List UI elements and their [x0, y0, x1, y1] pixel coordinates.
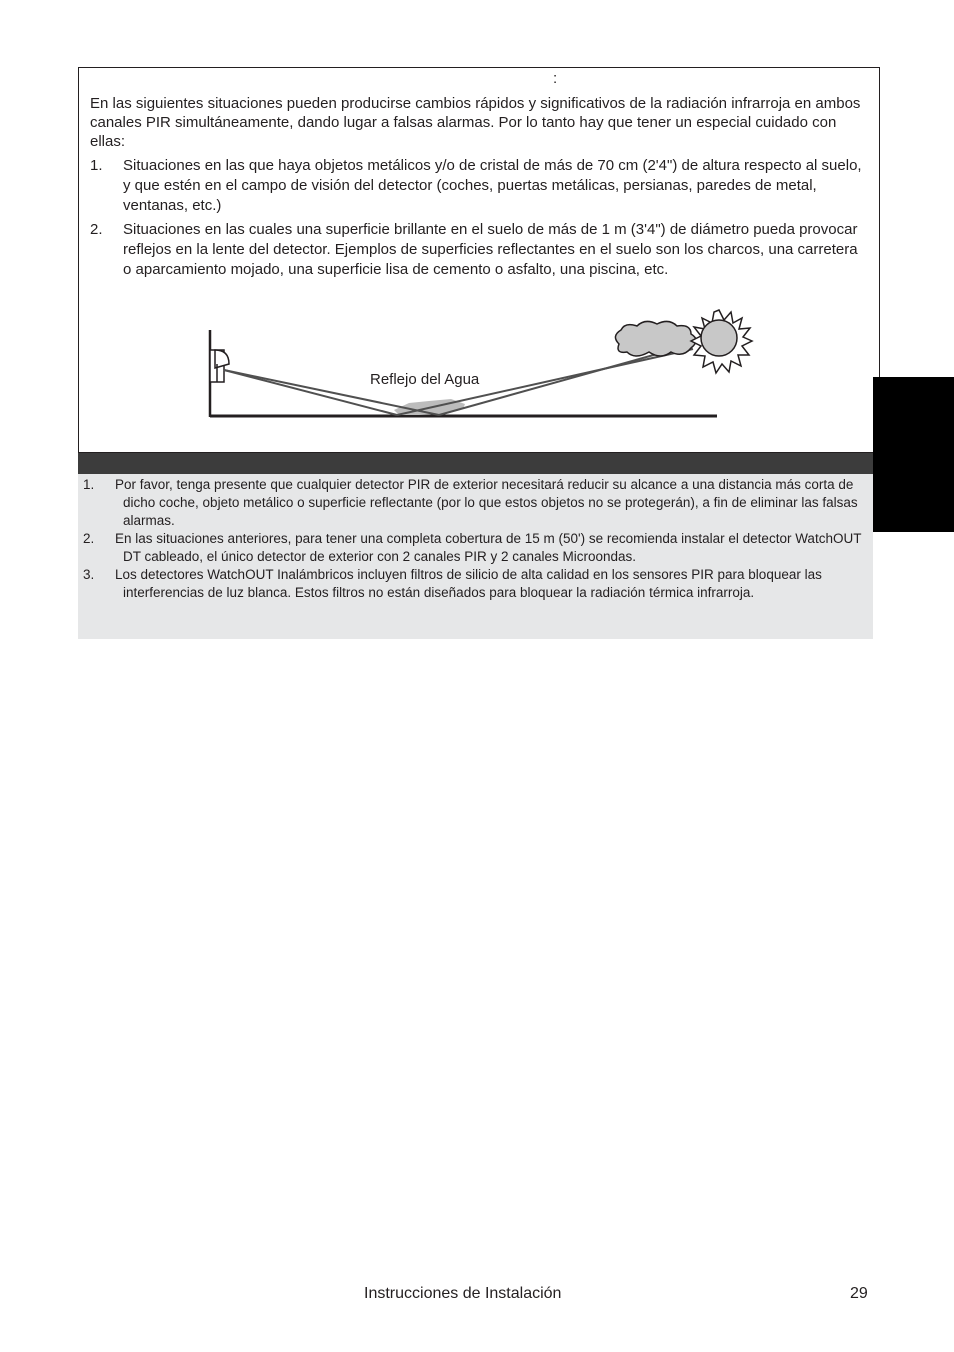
note-item [83, 530, 865, 566]
reflection-diagram [79, 68, 879, 452]
page-number: 29 [850, 1285, 868, 1302]
list-item-number: 1. [90, 157, 103, 174]
warning-intro: En las siguientes situaciones pueden producirse cambios rápidos y significativos de la radiación infrarroja en ambos canales PIR simultáneamente, dando lugar a falsas alarmas. Por lo tanto hay que tener un especial cuidado con ellas: [90, 95, 861, 150]
list-item-number: 2. [90, 221, 103, 238]
list-item-text: Situaciones en las que haya objetos metálicos y/o de cristal de más de 70 cm (2'4") de altura respecto al suelo, y que estén en el campo de visión del detector (coches, puertas metálicas, persianas, paredes de metal, ventanas, etc.) [123, 157, 862, 214]
note-text: En las situaciones anteriores, para tener una completa cobertura de 15 m (50') se recomienda instalar el detector WatchOUT DT cableado, el único detector de exterior con 2 canales PIR y 2 canales Microondas. [115, 531, 862, 564]
detector-icon [210, 350, 229, 382]
diagram-label: Reflejo del Agua [370, 371, 480, 388]
note-item [83, 476, 865, 530]
footer-title: Instrucciones de Instalación [364, 1285, 562, 1302]
note-text: Los detectores WatchOUT Inalámbricos incluyen filtros de silicio de alta calidad en los sensores PIR para bloquear las interferencias de luz blanca. Estos filtros no están diseñados para bloquear la radiación térmica infrarroja. [115, 567, 822, 600]
box-heading-colon: : [553, 70, 558, 87]
warning-box [78, 67, 880, 453]
note-text: Por favor, tenga presente que cualquier detector PIR de exterior necesitará reducir su alcance a una distancia más corta de dicho coche, objeto metálico o superficie reflectante (por lo que estos objetos no se protegerán), a fin de eliminar las falsas alarmas. [115, 477, 858, 528]
section-side-tab [873, 377, 954, 532]
note-number: 3. [83, 567, 95, 582]
notes-header-bar [78, 453, 873, 474]
list-item-text: Situaciones en las cuales una superficie brillante en el suelo de más de 1 m (3'4") de diámetro pueda provocar reflejos en la lente del detector. Ejemplos de superficies reflectantes en el suelo son los charcos, una carretera o aparcamiento mojado, una superficie lisa de cemento o asfalto, una piscina, etc. [123, 221, 858, 278]
note-number: 1. [83, 477, 95, 492]
notes-panel [78, 474, 873, 639]
cloud-icon [615, 321, 696, 356]
note-number: 2. [83, 531, 95, 546]
sun-icon [691, 310, 752, 373]
note-item [83, 566, 865, 602]
